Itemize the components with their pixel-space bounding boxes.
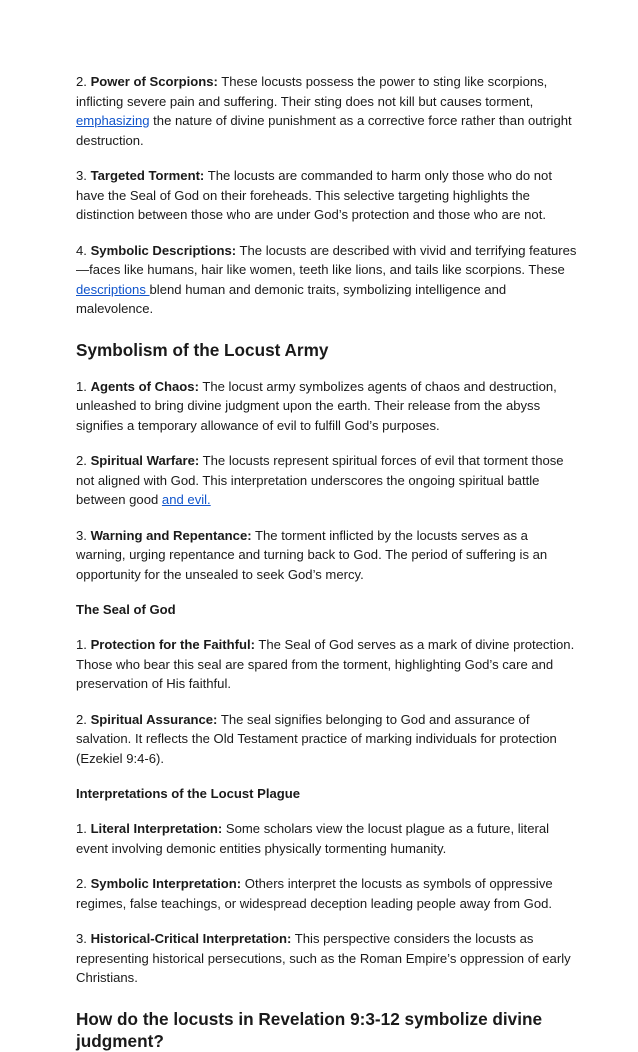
item-label: Targeted Torment: [90,168,205,183]
list-item-historical-critical: 3. Historical-Critical Interpretation: This perspective considers the locusts as representing historical persecutions, such as the Roman Empire’s oppression of early Christians. [76,931,571,985]
item-label: Spiritual Warfare: [90,453,200,468]
item-label: Spiritual Assurance: [90,711,218,727]
list-item-symbolic-interpretation: 2. Symbolic Interpretation: Others interpret the locusts as symbols of oppressive regimes, false teachings, or widespread deception leading people away from God. [76,876,553,911]
list-item-warning-repentance: 3. Warning and Repentance: The torment inflicted by the locusts serves as a warning, urging repentance and turning back to God. The period of suffering is an opportunity for the unsealed to seek God’s mercy. [76,527,548,582]
item-label: Agents of Chaos: [90,378,199,394]
heading-seal-of-god: The Seal of God [76,602,176,617]
list-item-symbolic-descriptions: 4. Symbolic Descriptions: The locusts are described with vivid and terrifying features—faces like humans, hair like women, teeth like lions, and tails like scorpions. These descriptions blend human and demonic traits, symbolizing intelligence and malevolence. [76,242,577,316]
list-item-literal-interpretation: 1. Literal Interpretation: Some scholars view the locust plague as a future, literal event involving demonic entities physically tormenting humanity. [76,821,550,856]
list-item-spiritual-warfare: 2. Spiritual Warfare: The locusts represent spiritual forces of evil that torment those not aligned with God. This interpretation underscores the ongoing spiritual battle between good and evil. [76,453,564,507]
item-label: Warning and Repentance: [90,527,252,543]
descriptions-link[interactable]: descriptions [76,281,150,297]
item-label: Power of Scorpions: [90,74,218,89]
heading-symbolism: Symbolism of the Locust Army [76,339,329,360]
item-label: Protection for the Faithful: [90,637,255,652]
list-item-power-of-scorpions: 2. Power of Scorpions: These locusts possess the power to sting like scorpions, inflicting severe pain and suffering. Their sting does not kill but causes torment, emphasizing the nature of divine punishment as a corrective force rather than outright destruction. [76,74,572,148]
item-label: Historical-Critical Interpretation: [90,931,292,946]
and-evil-link[interactable]: and evil. [161,492,211,507]
list-item-agents-of-chaos: 1. Agents of Chaos: The locust army symbolizes agents of chaos and destruction, unleashed to bring divine judgment upon the earth. Their release from the abyss signifies a temporary allowance of evil to fulfill God’s purposes. [76,378,557,433]
emphasizing-link[interactable]: emphasizing [76,113,150,128]
heading-divine-judgment-question: How do the locusts in Revelation 9:3-12 symbolize divine judgment? [76,1008,543,1051]
list-item-spiritual-assurance: 2. Spiritual Assurance: The seal signifies belonging to God and assurance of salvation. It reflects the Old Testament practice of marking individuals for protection (Ezekiel 9:4-6). [76,711,557,766]
list-item-targeted-torment: 3. Targeted Torment: The locusts are commanded to harm only those who do not have the Seal of God on their foreheads. This selective targeting highlights the distinction between those who are under God’s protection and those who are not. [76,168,552,222]
list-item-protection-faithful: 1. Protection for the Faithful: The Seal of God serves as a mark of divine protection. Those who bear this seal are spared from the torment, highlighting God’s care and preservation of His faithful. [76,637,575,691]
item-label: Literal Interpretation: [90,821,223,836]
heading-interpretations: Interpretations of the Locust Plague [76,786,301,801]
item-label: Symbolic Interpretation: [90,876,242,891]
item-label: Symbolic Descriptions: [90,242,237,258]
